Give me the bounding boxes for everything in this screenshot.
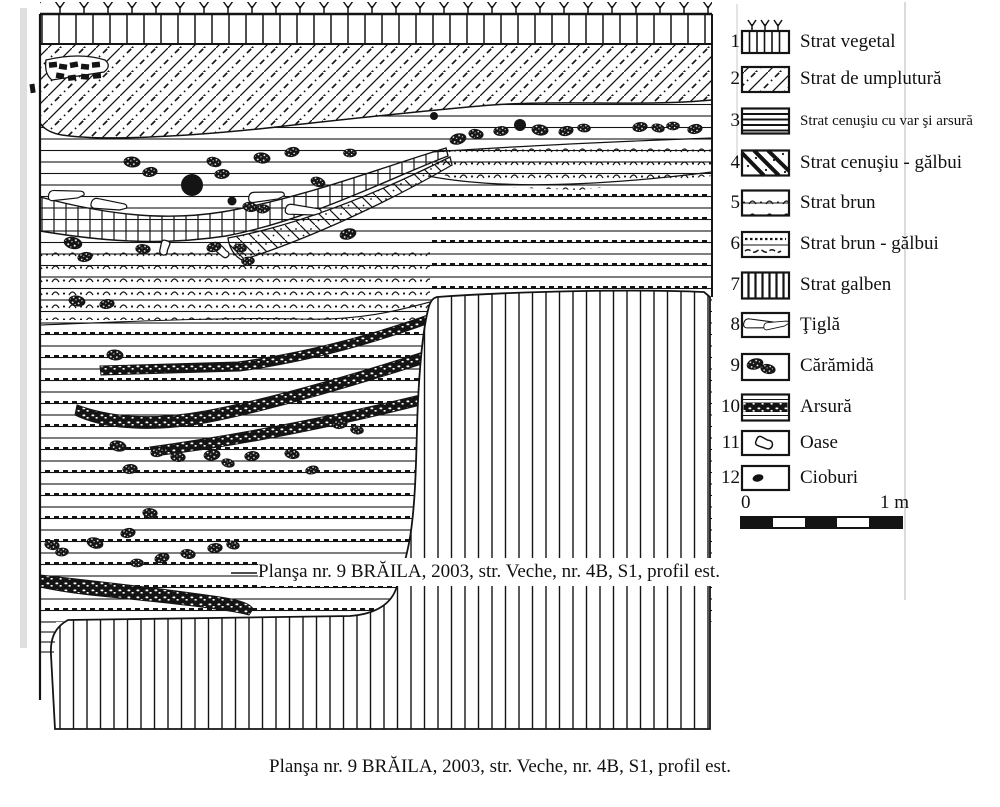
legend-item-number: 7	[730, 274, 740, 295]
legend-item-label: Ţiglă	[800, 314, 841, 335]
inline-caption: Planşa nr. 9 BRĂILA, 2003, str. Veche, nr. 4B, S1, profil est.	[258, 558, 744, 586]
legend-item-label: Strat cenuşiu cu var şi arsură	[800, 113, 973, 129]
legend-item-label: Oase	[800, 432, 838, 453]
legend-item-5	[716, 190, 998, 216]
legend-item-number: 2	[730, 68, 740, 89]
legend-item-label: Cărămidă	[800, 355, 874, 376]
legend-item-number: 1	[730, 31, 740, 52]
legend-item-number: 4	[730, 152, 740, 173]
legend-item-number: 9	[730, 355, 740, 376]
legend-item-label: Strat cenuşiu - gălbui	[800, 152, 962, 173]
legend-item-label: Strat galben	[800, 274, 892, 295]
legend-item-label: Strat de umplutură	[800, 68, 942, 89]
legend-item-number: 6	[730, 233, 740, 254]
legend-item-number: 11	[721, 432, 740, 453]
grass-tufts-icon	[40, 2, 712, 14]
bottom-caption: Planşa nr. 9 BRĂILA, 2003, str. Veche, nr. 4B, S1, profil est.	[269, 756, 731, 777]
legend-item-11	[716, 430, 998, 456]
legend-item-label: Strat brun - gălbui	[800, 233, 939, 254]
legend-item-6	[716, 231, 998, 257]
legend-item-number: 10	[721, 396, 740, 417]
scale-end-label: 1 m	[880, 492, 910, 513]
scale-start-label: 0	[741, 492, 751, 513]
legend-item-8	[716, 312, 998, 338]
legend-item-3	[716, 108, 998, 134]
legend-item-9	[716, 353, 998, 379]
legend-item-12	[716, 465, 998, 491]
legend-item-1	[716, 29, 998, 55]
legend-item-4	[716, 150, 998, 176]
legend-item-10	[716, 394, 998, 420]
scale-bar-icon	[741, 517, 902, 528]
legend-item-7	[716, 272, 998, 298]
legend-item-number: 5	[730, 192, 740, 213]
legend-item-number: 3	[730, 110, 740, 131]
strat-vegetal-layer	[40, 2, 712, 44]
legend-item-number: 12	[721, 467, 740, 488]
legend-item-label: Strat vegetal	[800, 31, 896, 52]
legend-item-label: Strat brun	[800, 192, 876, 213]
legend-item-2	[716, 66, 998, 92]
legend-item-label: Arsură	[800, 396, 852, 417]
legend-item-number: 8	[730, 314, 740, 335]
legend-item-label: Cioburi	[800, 467, 859, 488]
